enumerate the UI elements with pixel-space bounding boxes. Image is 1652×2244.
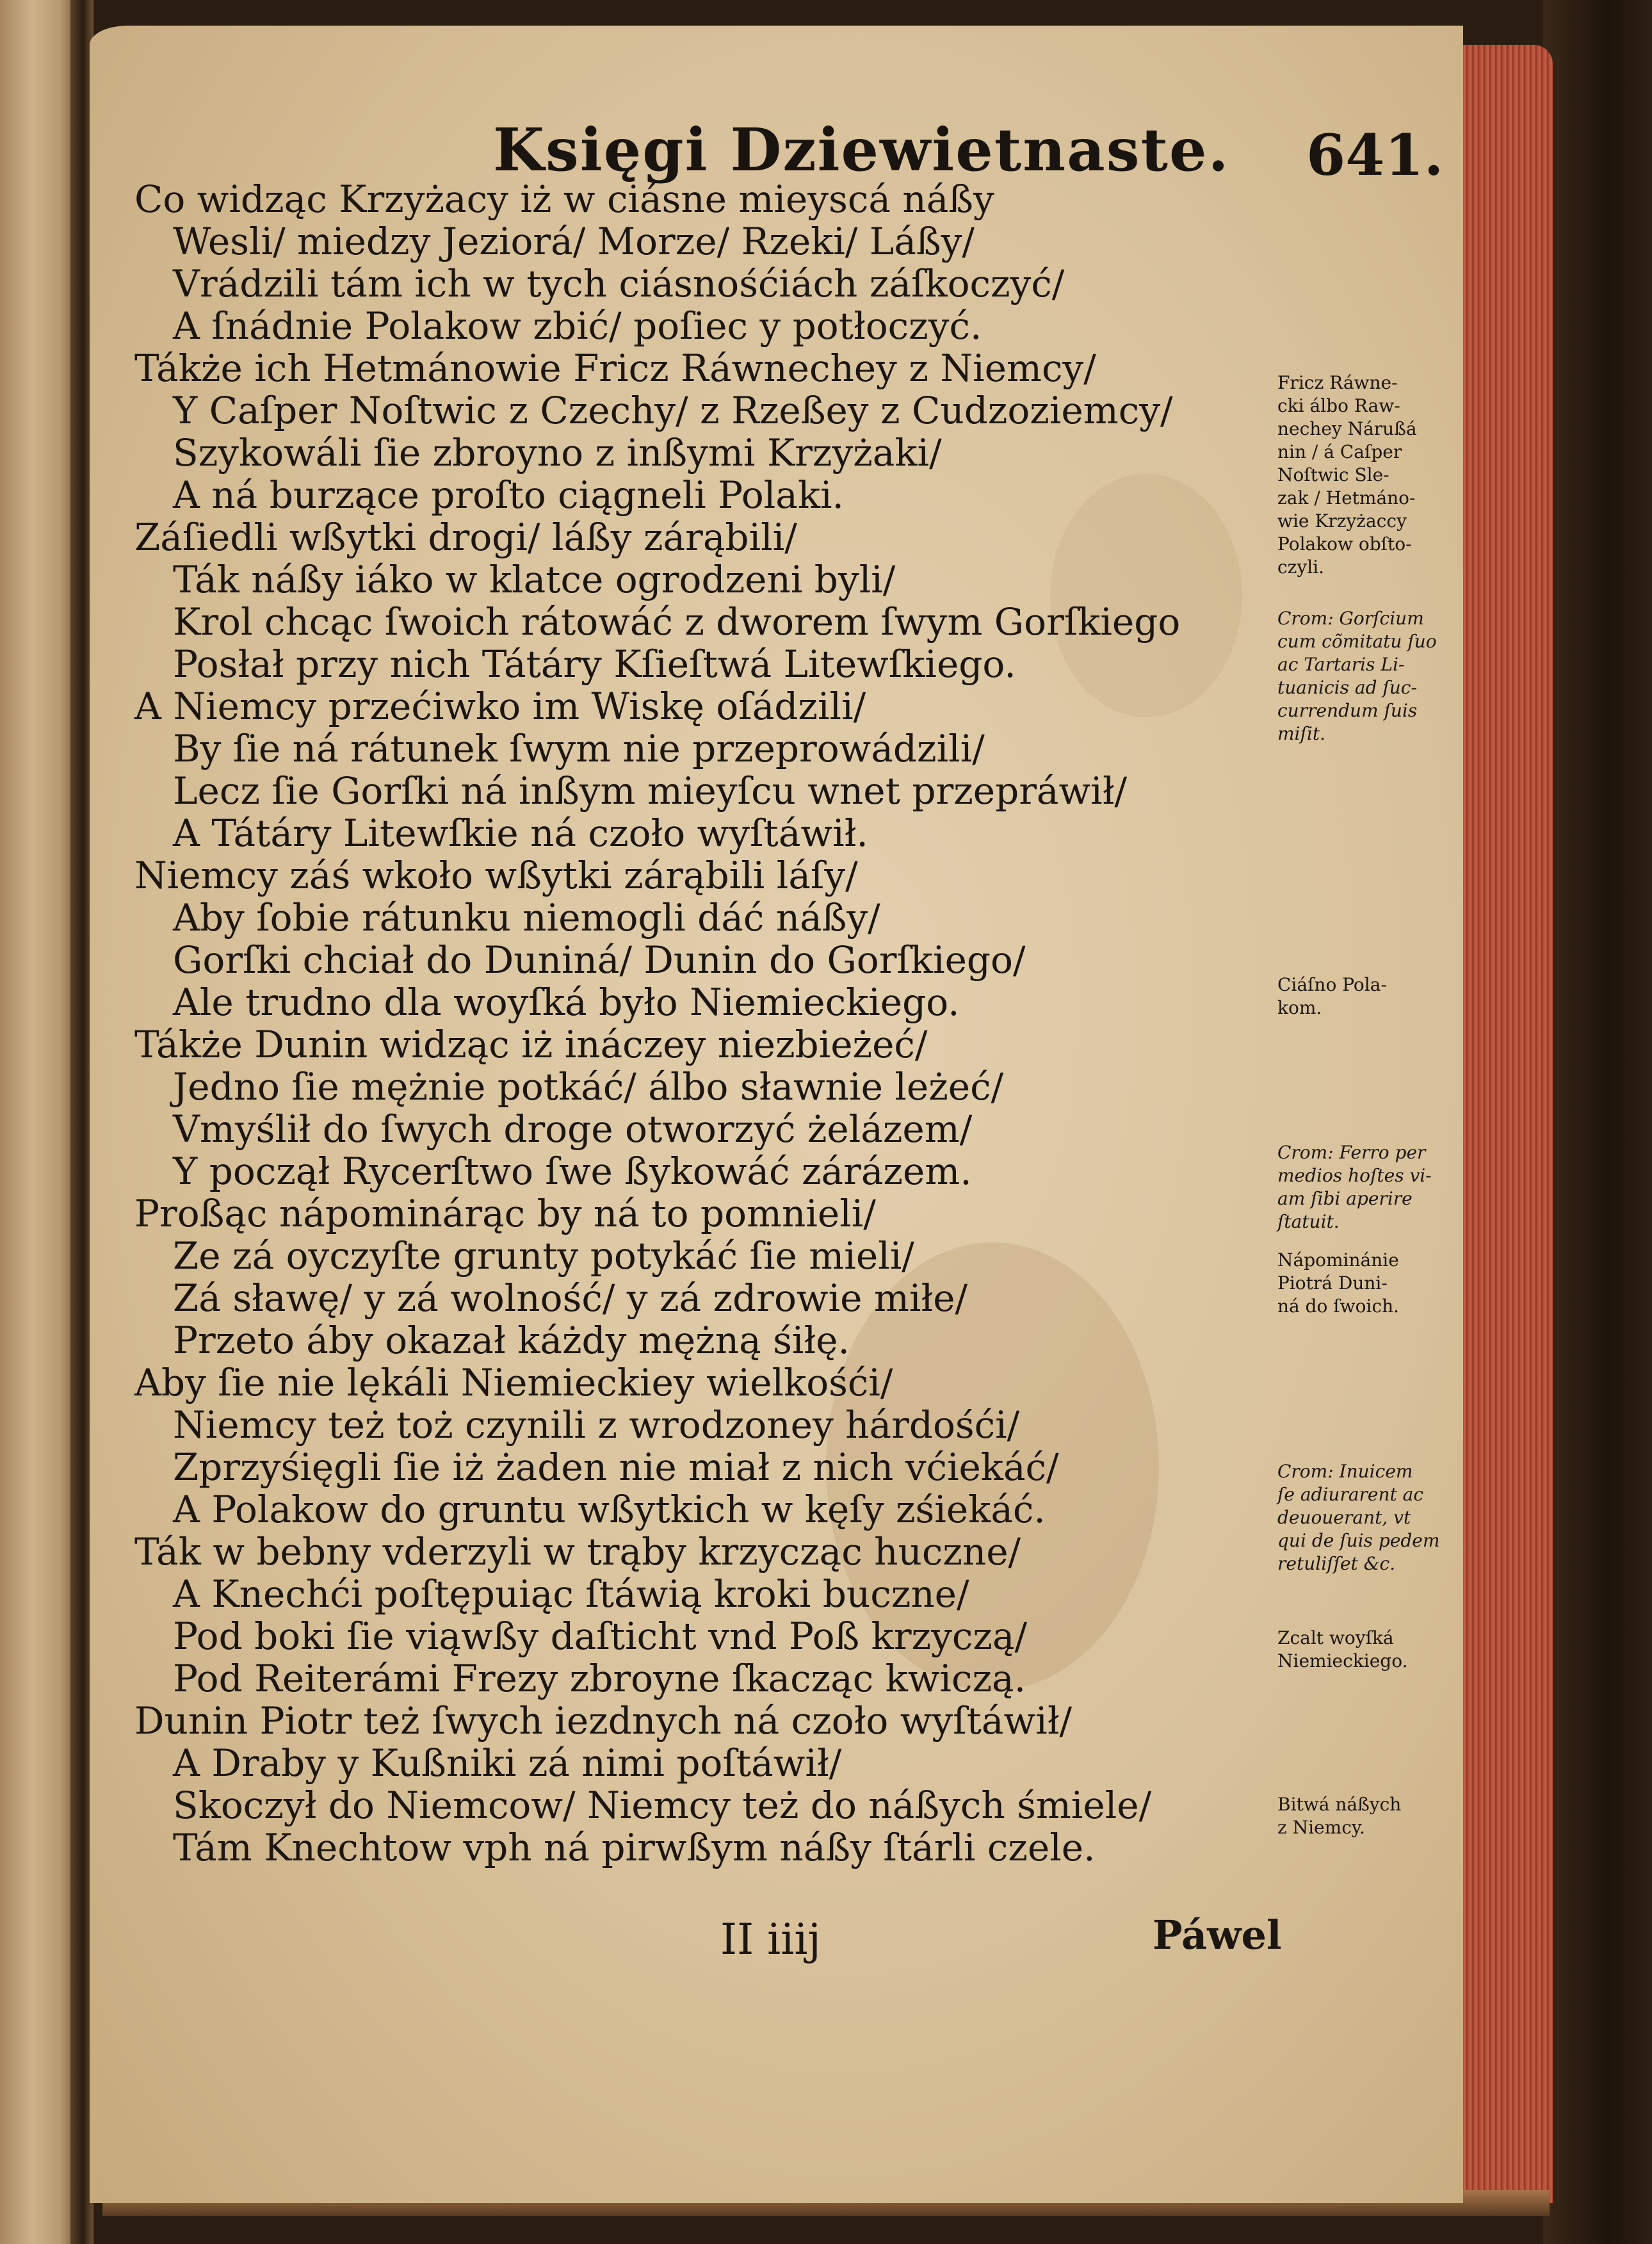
previous-page-edge (0, 0, 80, 2244)
catchword: Páwel (1153, 1912, 1282, 1958)
verse-line: Proßąc nápominárąc by ná to pomnieli/ (134, 1192, 876, 1235)
verse-line: Lecz ſie Gorſki ná inßym mieyſcu wnet przepráwił/ (173, 769, 1128, 813)
verse-line: Tákże ich Hetmánowie Fricz Ráwnechey z Niemcy/ (134, 346, 1096, 390)
verse-line: By ſie ná rátunek ſwym nie przeprowádzili/ (173, 727, 985, 770)
verse-line: Przeto áby okazał káżdy mężną śiłę. (173, 1319, 850, 1362)
verse-line: A ſnádnie Polakow zbić/ poſiec y potłoczyć. (173, 304, 982, 348)
verse-line: Tákże Dunin widząc iż ináczey niezbieżeć/ (134, 1023, 928, 1066)
margin-note-latin: Crom: Ferro per medios hoſtes vi- am ſibi aperire ſtatuit. (1277, 1142, 1432, 1232)
page-fore-edge (1463, 45, 1553, 2203)
verse-line: Szykowáli ſie zbroyno z inßymi Krzyżaki/ (173, 431, 942, 475)
verse-line: Tám Knechtow vph ná pirwßym náßy ſtárli czele. (173, 1826, 1096, 1869)
verse-line: Y począł Rycerſtwo ſwe ßykowáć zárázem. (173, 1150, 972, 1193)
verse-line: Gorſki chciał do Duniná/ Dunin do Gorſkiego/ (173, 938, 1026, 982)
margin-note: Bitwá náßych z Niemcy. (1277, 1794, 1402, 1838)
margin-note: Nápominánie Piotrá Duni- ná do ſwoich. (1277, 1249, 1400, 1317)
verse-line: Ze zá oyczyſte grunty potykáć ſie mieli/ (173, 1234, 914, 1278)
verse-line: Zprzyśięgli ſie iż żaden nie miał z nich vćiekáć/ (173, 1445, 1059, 1489)
verse-line: Vrádzili tám ich w tych ciásnośćiách záſkoczyć/ (173, 262, 1065, 305)
verse-line: Aby ſobie rátunku niemogli dáć náßy/ (173, 896, 880, 939)
verse-line: Skoczył do Niemcow/ Niemcy też do náßych śmiele/ (173, 1784, 1152, 1827)
verse-line: Wesli/ miedzy Jeziorá/ Morze/ Rzeki/ Láßy/ (173, 220, 975, 263)
verse-line: Pod boki ſie viąwßy daſticht vnd Poß krzyczą/ (173, 1614, 1028, 1658)
book-page (90, 26, 1463, 2203)
verse-line: Niemcy záś wkoło wßytki zárąbili láſy/ (134, 854, 858, 897)
verse-line: Posłał przy nich Tátáry Kſieſtwá Litewſkiego. (173, 642, 1016, 686)
verse-line: Ták w bebny vderzyli w trąby krzycząc huczne/ (134, 1530, 1021, 1573)
running-title: Księgi Dziewietnaste. (493, 115, 1230, 184)
verse-line: A Niemcy przećiwko im Wiskę oſádzili/ (134, 685, 866, 728)
verse-line: Y Caſper Noſtwic z Czechy/ z Rzeßey z Cudzoziemcy/ (173, 389, 1173, 432)
verse-line: Zá sławę/ y zá wolność/ y zá zdrowie miłe/ (173, 1276, 968, 1320)
book-cover-board (1543, 0, 1652, 2244)
signature-mark: II iiij (720, 1915, 821, 1964)
verse-line: Ták náßy iáko w klatce ogrodzeni byli/ (173, 558, 896, 601)
page-number: 641. (1306, 122, 1444, 188)
verse-line: Ale trudno dla woyſká było Niemieckiego. (173, 980, 960, 1024)
margin-note: Fricz Ráwne- cki álbo Raw- nechey Nárußá nin / á Caſper Noſtwic Sle- zak / Hetmáno- wie Krzyżaccy Polakow obſto- czyli. (1277, 372, 1417, 578)
verse-line: Krol chcąc ſwoich rátowáć z dworem ſwym Gorſkiego (173, 600, 1181, 644)
verse-line: Záſiedli wßytki drogi/ láßy zárąbili/ (134, 516, 797, 559)
verse-line: Niemcy też toż czynili z wrodzoney hárdośći/ (173, 1403, 1020, 1447)
verse-line: A Knechći poſtępuiąc ſtáwią kroki buczne/ (173, 1572, 969, 1616)
margin-note: Ciáſno Pola- kom. (1277, 974, 1387, 1018)
verse-line: A Polakow do gruntu wßytkich w kęſy zśiekáć. (173, 1488, 1046, 1531)
verse-line: Co widząc Krzyżacy iż w ciásne mieyscá náßy (134, 177, 994, 221)
verse-line: Pod Reiterámi Frezy zbroyne ſkacząc kwiczą. (173, 1657, 1026, 1700)
verse-line: Jedno ſie mężnie potkáć/ álbo sławnie leżeć/ (173, 1065, 1004, 1109)
verse-line: A ná burzące proſto ciągneli Polaki. (173, 473, 844, 517)
margin-note-latin: Crom: Inuicem ſe adiurarent ac deuouerant, vt qui de ſuis pedem retuliſſet &c. (1277, 1461, 1440, 1574)
verse-line: A Tátáry Litewſkie ná czoło wyſtáwił. (173, 811, 868, 855)
margin-note: Zcalt woyſká Niemieckiego. (1277, 1627, 1408, 1671)
water-stain (1050, 474, 1242, 717)
verse-line: Dunin Piotr też ſwych iezdnych ná czoło wyſtáwił/ (134, 1699, 1073, 1743)
verse-line: A Draby y Kußniki zá nimi poſtáwił/ (173, 1741, 842, 1785)
verse-line: Vmyślił do ſwych droge otworzyć żelázem/ (173, 1107, 973, 1151)
verse-line: Aby ſie nie lękáli Niemieckiey wielkośći/ (134, 1361, 893, 1404)
margin-note-latin: Crom: Gorſcium cum cõmitatu ſuo ac Tartaris Li- tuanicis ad ſuc- currendum ſuis miſit. (1277, 608, 1437, 744)
